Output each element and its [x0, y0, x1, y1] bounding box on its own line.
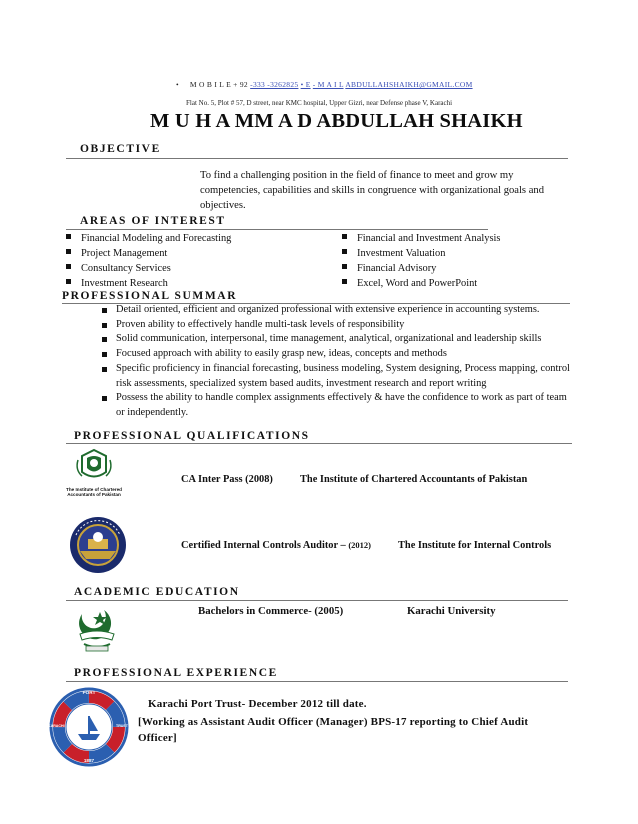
- list-item: Possess the ability to handle complex assignments effectively & have the confidence to work as part of team or independently.: [116, 391, 576, 420]
- address: Flat No. 5, Plot # 57, D street, near KMC hospital, Upper Gizri, near Defense phase V, Karachi: [186, 99, 453, 107]
- objective-heading: OBJECTIVE: [80, 143, 161, 155]
- contact-bullet: •: [176, 80, 179, 89]
- bullet-icon: [342, 234, 347, 239]
- education-rule: [66, 600, 568, 601]
- interests-left-list: [66, 233, 231, 293]
- karachi-university-logo: [74, 604, 120, 654]
- list-item: Consultancy Services: [66, 263, 231, 278]
- experience-rule: [66, 681, 568, 682]
- icap-crest-icon: [66, 448, 122, 482]
- interests-rule: [66, 229, 488, 230]
- list-item: Detail oriented, efficient and organized professional with extensive experience in accounting systems.: [116, 303, 576, 318]
- bullet-icon: [102, 337, 107, 342]
- mobile-label: M O B I L E: [189, 80, 231, 89]
- list-item: Solid communication, interpersonal, time management, analytical, organizational and leadership skills: [116, 332, 576, 347]
- bullet-icon: [66, 264, 71, 269]
- summary-heading: PROFESSIONAL SUMMAR: [62, 290, 238, 302]
- qualification-institute: The Institute for Internal Controls: [398, 540, 552, 551]
- interests-heading: AREAS OF INTEREST: [80, 215, 226, 227]
- icap-logo: [66, 448, 122, 506]
- kpt-logo-left: KARACHI: [48, 724, 65, 728]
- interests-right-list: [342, 233, 500, 293]
- kpt-logo-right: TRUST: [116, 724, 128, 728]
- kpt-logo-year: 1887: [83, 758, 95, 763]
- bullet-icon: [102, 396, 107, 401]
- bullet-icon: [342, 279, 347, 284]
- experience-description: [Working as Assistant Audit Officer (Manager) BPS-17 reporting to Chief Audit Officer]: [138, 716, 529, 744]
- bullet-icon: [66, 234, 71, 239]
- list-item: Investment Valuation: [342, 248, 500, 263]
- karachi-university-emblem-icon: [74, 604, 120, 654]
- qualifications-heading: PROFESSIONAL QUALIFICATIONS: [74, 430, 310, 442]
- candidate-name: M U H A MM A D ABDULLAH SHAIKH: [150, 110, 523, 132]
- list-item: Financial Modeling and Forecasting: [66, 233, 231, 248]
- list-item: Proven ability to effectively handle multi-task levels of responsibility: [116, 318, 576, 333]
- bullet-icon: [66, 279, 71, 284]
- mobile-number[interactable]: -333 -3262825: [250, 80, 299, 89]
- email-label: - M A I L: [312, 80, 344, 89]
- education-degree: Bachelors in Commerce- (2005): [198, 605, 344, 617]
- list-item: Focused approach with ability to easily grasp new, ideas, concepts and methods: [116, 347, 576, 362]
- iic-logo: [66, 515, 130, 575]
- list-item: Investment Research: [66, 278, 231, 293]
- bullet-icon: [102, 323, 107, 328]
- qualification-year: (2012): [348, 540, 371, 550]
- education-heading: ACADEMIC EDUCATION: [74, 586, 240, 598]
- email-separator: • E: [300, 80, 311, 89]
- icap-logo-caption: The Institute of Chartered Accountants of Pakistan: [66, 487, 122, 498]
- email-link[interactable]: ABDULLAHSHAIKH@GMAIL.COM: [345, 80, 473, 89]
- bullet-icon: [342, 249, 347, 254]
- kpt-logo: [48, 686, 130, 768]
- contact-line: [176, 80, 473, 89]
- qualification-title: Certified Internal Controls Auditor – (2012): [181, 540, 371, 551]
- list-item: Financial Advisory: [342, 263, 500, 278]
- objective-text: To find a challenging position in the field of finance to meet and grow my competencies, capabilities and skills in congruence with organizational goals and objectives.: [200, 170, 544, 211]
- experience-heading: PROFESSIONAL EXPERIENCE: [74, 667, 278, 679]
- education-institute: Karachi University: [407, 605, 496, 617]
- list-item: Project Management: [66, 248, 231, 263]
- bullet-icon: [66, 249, 71, 254]
- summary-list: [116, 303, 576, 421]
- list-item: Excel, Word and PowerPoint: [342, 278, 500, 293]
- bullet-icon: [102, 352, 107, 357]
- qualification-title: CA Inter Pass (2008): [181, 474, 273, 485]
- bullet-icon: [102, 308, 107, 313]
- kpt-logo-top: PORT: [82, 690, 96, 695]
- qualifications-rule: [66, 443, 572, 444]
- bullet-icon: [102, 367, 107, 372]
- bullet-icon: [342, 264, 347, 269]
- qualification-institute: The Institute of Chartered Accountants of Pakistan: [300, 474, 528, 485]
- experience-title: Karachi Port Trust- December 2012 till date.: [148, 698, 367, 710]
- mobile-prefix: + 92: [233, 80, 248, 89]
- list-item: Specific proficiency in financial forecasting, business modeling, System designing, Process mapping, control risk assessments, specialized system based audits, investment research and report writing: [116, 362, 576, 391]
- iic-seal-icon: [66, 515, 130, 575]
- list-item: Financial and Investment Analysis: [342, 233, 500, 248]
- objective-rule: [66, 158, 568, 159]
